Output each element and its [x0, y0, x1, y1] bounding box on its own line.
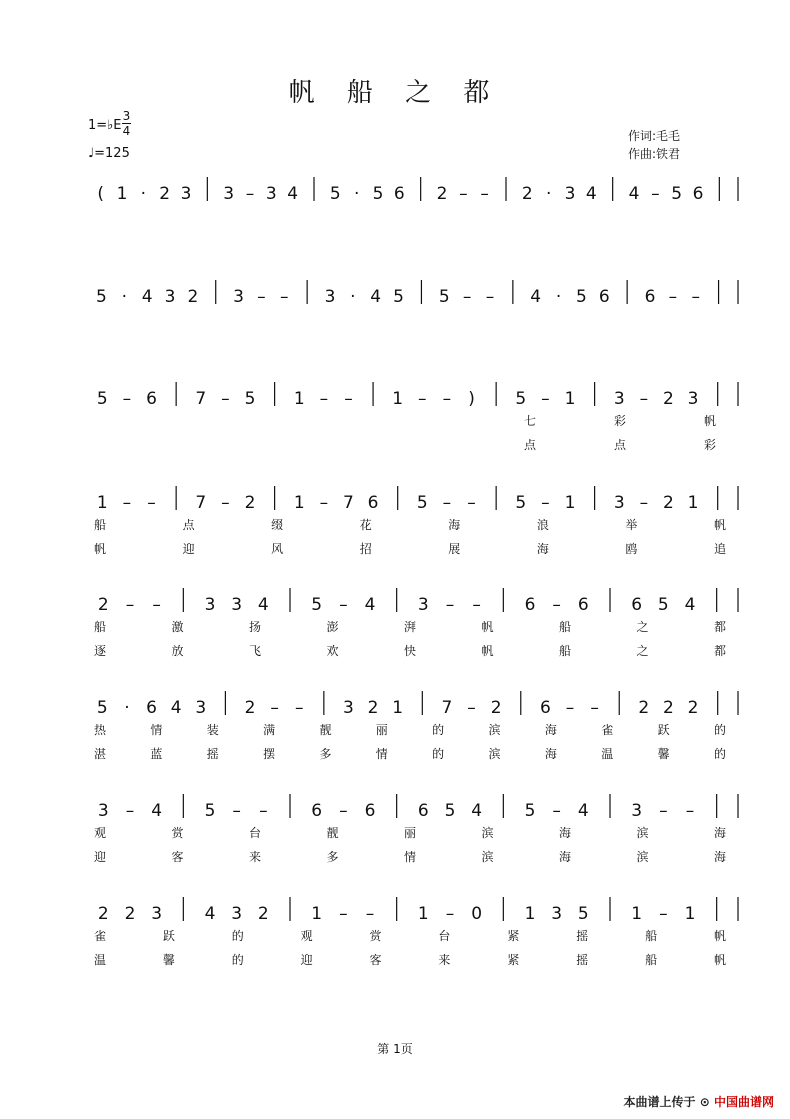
note: 3 [164, 287, 176, 307]
note: · [353, 184, 360, 204]
note: 1 [564, 493, 576, 513]
note: 6 [146, 389, 157, 409]
lyric: 彩 [703, 438, 717, 452]
lyric: 海 [713, 850, 727, 864]
lyric: 点 [613, 438, 627, 452]
note: 5 [204, 801, 216, 821]
lyric: 帆 [713, 518, 727, 532]
note: · [555, 287, 562, 307]
note: 5 [96, 287, 107, 307]
note: – [459, 184, 468, 204]
note: – [462, 287, 472, 307]
lyric: 逐 [93, 644, 107, 658]
note: 2 [521, 184, 533, 204]
lyric: 馨 [162, 953, 175, 967]
note: 6 [524, 595, 536, 615]
lyric: 点 [523, 438, 537, 452]
note: 2 [663, 698, 674, 718]
note: 3 [417, 595, 429, 615]
lyric: 的 [231, 953, 244, 967]
note: 3 [343, 698, 354, 718]
composer: 作曲:铁君 [628, 147, 681, 161]
lyric: 摇 [206, 747, 219, 761]
lyric: 滨 [636, 826, 649, 840]
note: – [639, 389, 649, 409]
lyric: 来 [248, 850, 262, 864]
note: 5 [329, 184, 341, 204]
song-title: 帆 船 之 都 [288, 78, 502, 108]
note: – [125, 595, 135, 615]
note: 4 [141, 287, 153, 307]
note: · [124, 698, 130, 718]
note: 2 [97, 595, 109, 615]
lyric: 滨 [481, 826, 494, 840]
note: – [245, 184, 255, 204]
note: – [125, 801, 135, 821]
lyric: 快 [403, 644, 417, 658]
page-footer: 第 1页 [377, 1042, 413, 1056]
note: – [147, 493, 156, 513]
lyric: 之 [636, 620, 649, 634]
note: 6 [692, 184, 704, 204]
note: – [442, 493, 452, 513]
note: 3 [231, 595, 243, 615]
lyric: 的 [432, 723, 445, 737]
lyric: 摇 [576, 953, 589, 967]
note: – [565, 698, 575, 718]
lyric: 摇 [576, 929, 589, 943]
note: – [541, 493, 550, 513]
note: 2 [687, 698, 699, 718]
note: 3 [613, 493, 625, 513]
note: 3 [204, 595, 216, 615]
note: – [445, 595, 455, 615]
note: – [467, 493, 476, 513]
lyric: 扬 [248, 620, 262, 634]
note: 1 [116, 184, 128, 204]
lyric: 赏 [171, 826, 184, 840]
note: 6 [393, 184, 405, 204]
lyric: 激 [171, 620, 184, 634]
lyric: 海 [558, 850, 572, 864]
lyric: 缀 [271, 518, 284, 532]
note: – [122, 493, 132, 513]
lyric: 彩 [613, 414, 627, 428]
note: ( [97, 184, 104, 204]
note: – [259, 801, 268, 821]
lyric: 雀 [93, 929, 107, 943]
note: – [552, 801, 561, 821]
note: 5 [372, 184, 384, 204]
lyric: 船 [558, 620, 572, 634]
note: – [418, 389, 427, 409]
note: – [467, 698, 476, 718]
lyric: 船 [645, 953, 658, 967]
lyric: 的 [713, 723, 727, 737]
lyric: 招 [359, 542, 372, 556]
lyric: 之 [636, 644, 649, 658]
note: – [232, 801, 241, 821]
note: 7 [343, 493, 354, 513]
lyric: 海 [448, 518, 461, 532]
note: 3 [231, 904, 243, 924]
lyric: 紧 [507, 953, 520, 967]
lyric: 馨 [657, 747, 670, 761]
lyric: 温 [601, 747, 614, 761]
note: 2 [187, 287, 199, 307]
lyric: 雀 [601, 723, 614, 737]
lyric: 澎 [326, 620, 339, 634]
note: – [221, 493, 230, 513]
time-signature-top: 3 [122, 109, 131, 123]
note: 3 [151, 904, 163, 924]
lyric: 客 [369, 953, 382, 967]
lyric: 浪 [536, 518, 549, 532]
note: 5 [416, 493, 428, 513]
upload-text: 本曲谱上传于 [623, 1095, 696, 1109]
note: 6 [311, 801, 323, 821]
note: 5 [671, 184, 683, 204]
note: 3 [613, 389, 625, 409]
lyric: 帆 [713, 929, 727, 943]
lyric: 海 [536, 542, 549, 556]
lyric: 湃 [403, 620, 417, 634]
lyric: 迎 [182, 542, 195, 556]
note: 3 [324, 287, 336, 307]
note: – [257, 287, 266, 307]
time-signature-bottom: 4 [122, 124, 131, 138]
lyric: 欢 [326, 644, 339, 658]
note: – [651, 184, 660, 204]
note: 4 [530, 287, 542, 307]
lyric: 来 [438, 953, 451, 967]
note: – [319, 493, 329, 513]
lyric: 风 [271, 542, 284, 556]
note: 4 [370, 287, 382, 307]
lyric: 海 [544, 723, 557, 737]
note: – [152, 595, 161, 615]
note: 5 [577, 904, 589, 924]
note: – [270, 698, 279, 718]
lyric: 台 [248, 826, 262, 840]
note: 3 [564, 184, 576, 204]
note: 3 [631, 801, 643, 821]
note: 3 [687, 389, 699, 409]
lyric: 蓝 [150, 747, 163, 761]
lyric: 观 [300, 929, 313, 943]
note: 5 [311, 595, 323, 615]
note: 5 [244, 389, 256, 409]
note: 5 [438, 287, 450, 307]
note: 3 [180, 184, 192, 204]
lyric: 热 [93, 723, 107, 737]
note: 6 [577, 595, 589, 615]
note: 1 [96, 493, 108, 513]
note: 6 [598, 287, 610, 307]
lyric: 七 [523, 414, 537, 428]
note: 4 [151, 801, 163, 821]
lyric: 鸥 [625, 542, 638, 556]
note: – [445, 904, 455, 924]
note: · [350, 287, 356, 307]
note: – [590, 698, 599, 718]
note: 5 [96, 389, 108, 409]
note: 3 [195, 698, 207, 718]
lyric: 花 [359, 518, 372, 532]
lyric: 滨 [488, 723, 501, 737]
lyric: 赏 [369, 929, 382, 943]
note: 5 [657, 595, 669, 615]
note: · [121, 287, 127, 307]
lyric: 海 [713, 826, 727, 840]
note: 3 [551, 904, 563, 924]
lyric: 海 [558, 826, 572, 840]
lyric: 靓 [319, 723, 332, 737]
lyric: 靓 [326, 826, 339, 840]
lyric: 都 [713, 644, 727, 658]
lyric: 台 [438, 929, 451, 943]
lyric: 追 [713, 542, 727, 556]
note: 2 [257, 904, 269, 924]
lyric: 迎 [300, 953, 313, 967]
note: 1 [311, 904, 323, 924]
note: 3 [97, 801, 109, 821]
lyric: 帆 [703, 414, 717, 428]
note: 3 [223, 184, 235, 204]
upload-note [624, 1093, 774, 1110]
note: 6 [146, 698, 157, 718]
note: 2 [638, 698, 650, 718]
key-signature: 1=♭E [88, 118, 122, 133]
note: 0 [471, 904, 483, 924]
note: 6 [364, 801, 376, 821]
lyric: 滨 [481, 850, 494, 864]
note: 7 [195, 389, 207, 409]
note: 1 [687, 493, 699, 513]
note: – [472, 595, 481, 615]
lyric: 帆 [713, 953, 727, 967]
lyric: 滨 [488, 747, 501, 761]
note: 1 [293, 493, 305, 513]
lyric: 船 [93, 518, 107, 532]
note: – [221, 389, 230, 409]
note: 6 [367, 493, 379, 513]
lyric: 情 [150, 723, 163, 737]
lyric: 的 [432, 747, 445, 761]
lyric: 湛 [93, 747, 107, 761]
note: – [659, 904, 668, 924]
note: 4 [684, 595, 696, 615]
note: – [685, 801, 695, 821]
lyric: 的 [231, 929, 244, 943]
lyric: 船 [93, 620, 107, 634]
note: 1 [684, 904, 696, 924]
note: – [339, 904, 348, 924]
lyric: 放 [171, 644, 184, 658]
note: 3 [265, 184, 277, 204]
lyric: 摆 [263, 747, 276, 761]
note: – [691, 287, 700, 307]
note: 1 [564, 389, 576, 409]
lyric: 丽 [403, 826, 417, 840]
lyric: 跃 [162, 929, 175, 943]
note: ) [468, 389, 475, 409]
lyric: 紧 [507, 929, 520, 943]
note: 6 [539, 698, 551, 718]
note: – [294, 698, 304, 718]
lyric: 的 [713, 747, 727, 761]
note: 4 [577, 801, 589, 821]
note: 2 [490, 698, 502, 718]
lyric: 迎 [93, 850, 107, 864]
lyric: 举 [625, 518, 638, 532]
site-logo-icon: ⊙ [699, 1095, 710, 1109]
note: 4 [204, 904, 216, 924]
note: 4 [471, 801, 483, 821]
note: 5 [524, 801, 536, 821]
note: – [319, 389, 329, 409]
note: 1 [293, 389, 305, 409]
note: 4 [287, 184, 299, 204]
note: 1 [417, 904, 429, 924]
lyric: 装 [206, 723, 219, 737]
note: 1 [392, 389, 404, 409]
tempo-value: =125 [94, 146, 130, 161]
note: – [122, 389, 132, 409]
lyric: 船 [645, 929, 658, 943]
lyric: 海 [544, 747, 557, 761]
note: 6 [631, 595, 643, 615]
lyric: 飞 [248, 644, 262, 658]
note: 4 [257, 595, 269, 615]
note: 1 [524, 904, 536, 924]
note: 2 [159, 184, 171, 204]
note: – [365, 904, 375, 924]
note: – [659, 801, 668, 821]
lyric: 帆 [481, 620, 494, 634]
note: · [545, 184, 552, 204]
note: – [552, 595, 561, 615]
note: – [541, 389, 550, 409]
lyric: 多 [326, 850, 339, 864]
note: 1 [631, 904, 643, 924]
lyric: 观 [93, 826, 107, 840]
lyric: 满 [263, 723, 276, 737]
note: 5 [96, 698, 108, 718]
note: 2 [663, 389, 674, 409]
note: 2 [124, 904, 136, 924]
note: 2 [436, 184, 448, 204]
quarter-note-icon: ♩ [88, 146, 95, 161]
lyric: 帆 [93, 542, 107, 556]
note: 5 [393, 287, 404, 307]
note: · [140, 184, 147, 204]
lyric: 滨 [636, 850, 649, 864]
lyric: 展 [448, 542, 461, 556]
lyric: 情 [375, 747, 388, 761]
note: 4 [628, 184, 640, 204]
lyric: 船 [558, 644, 572, 658]
note: 7 [441, 698, 453, 718]
lyric: 跃 [657, 723, 670, 737]
note: 2 [97, 904, 109, 924]
note: 4 [585, 184, 597, 204]
note: – [344, 389, 353, 409]
lyric: 帆 [481, 644, 494, 658]
note: 3 [233, 287, 244, 307]
lyric: 温 [93, 953, 107, 967]
note: – [280, 287, 289, 307]
note: – [480, 184, 489, 204]
note: 5 [515, 493, 527, 513]
lyric: 丽 [375, 723, 388, 737]
note: – [339, 801, 348, 821]
note: – [339, 595, 348, 615]
note: 2 [367, 698, 379, 718]
note: – [668, 287, 678, 307]
note: 2 [244, 493, 256, 513]
note: – [485, 287, 495, 307]
note: 1 [392, 698, 404, 718]
note: 5 [515, 389, 527, 409]
note: – [639, 493, 649, 513]
lyric: 点 [182, 518, 195, 532]
note: 4 [170, 698, 182, 718]
note: – [442, 389, 452, 409]
note: 6 [644, 287, 656, 307]
note: 7 [195, 493, 207, 513]
lyric: 都 [713, 620, 727, 634]
note: 2 [244, 698, 256, 718]
note: 5 [444, 801, 456, 821]
site-name: 中国曲谱网 [713, 1095, 774, 1109]
lyric: 客 [171, 850, 184, 864]
lyricist: 作词:毛毛 [628, 129, 681, 143]
note: 2 [663, 493, 674, 513]
lyric: 情 [403, 850, 417, 864]
note: 6 [417, 801, 429, 821]
note: 5 [576, 287, 587, 307]
lyric: 多 [319, 747, 332, 761]
note: 4 [364, 595, 376, 615]
